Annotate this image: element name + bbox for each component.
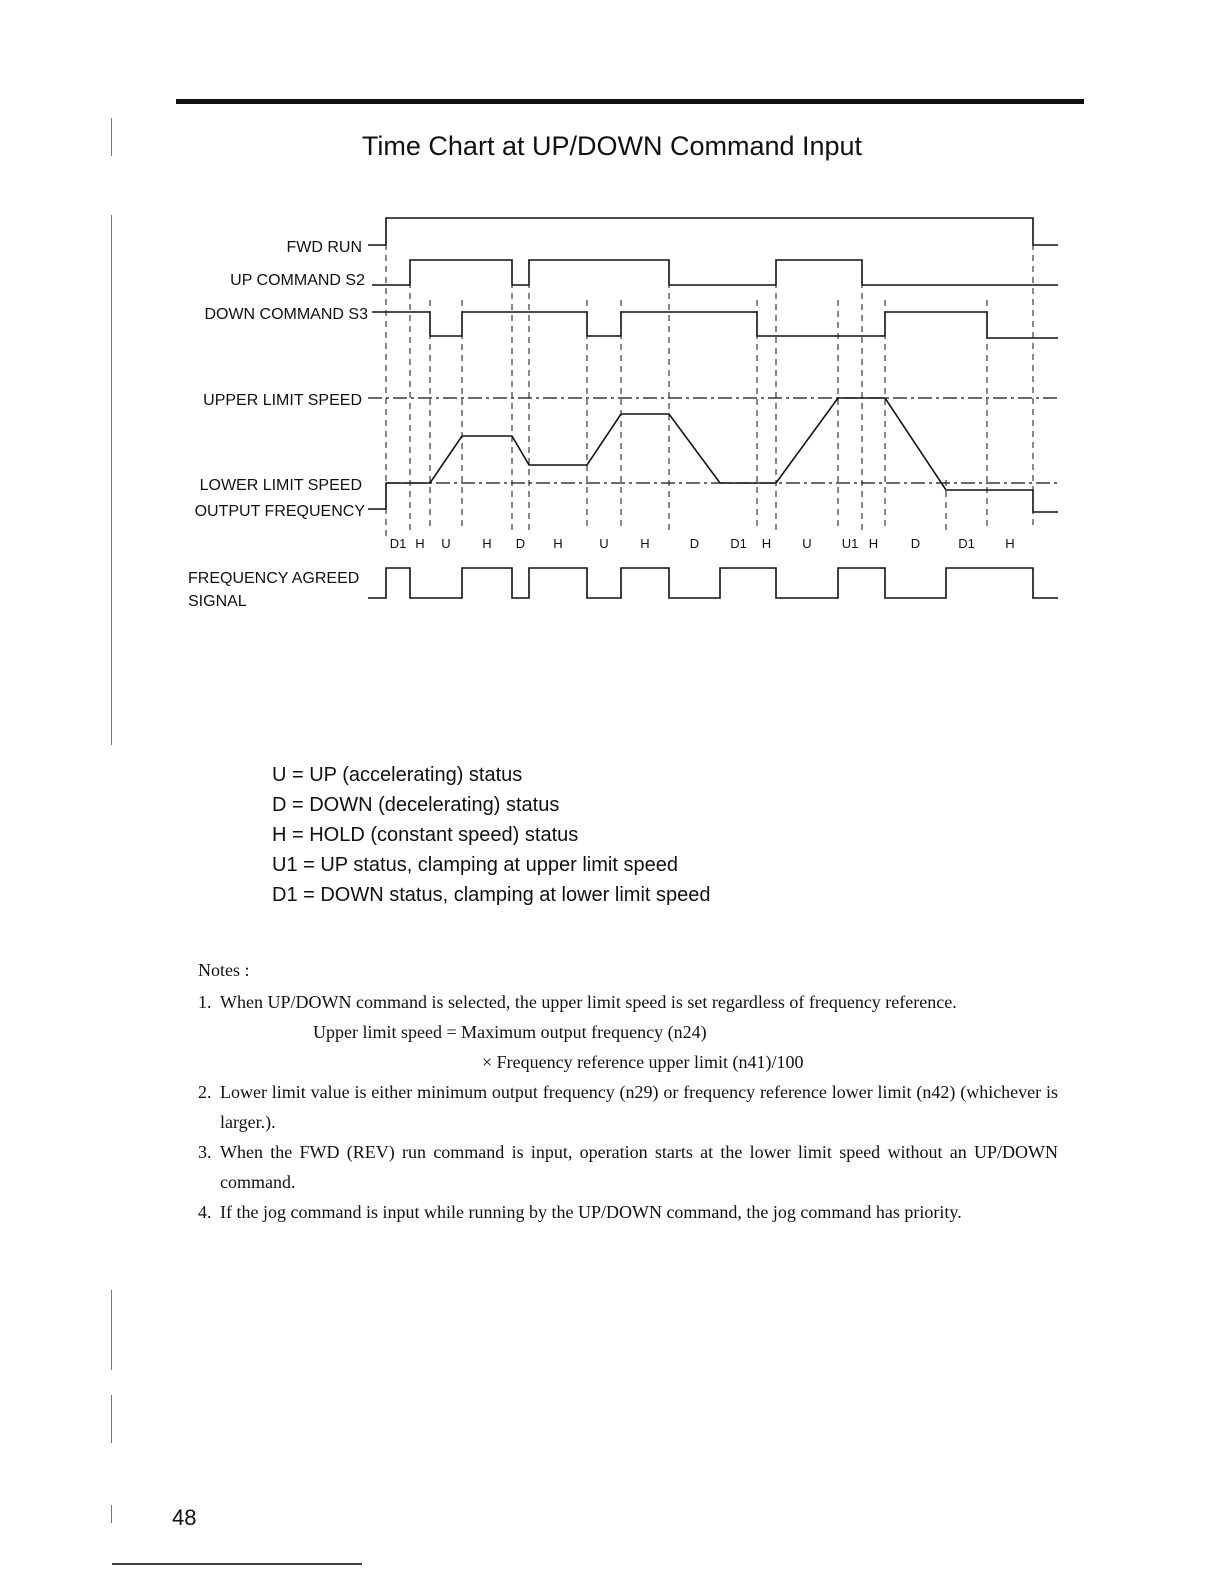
legend-item: D = DOWN (decelerating) status	[272, 794, 560, 816]
note-text: If the jog command is input while running by the UP/DOWN command, the jog command has priority.	[220, 1202, 962, 1222]
legend-item: U1 = UP status, clamping at upper limit speed	[272, 854, 678, 876]
label-freq-agreed-signal: SIGNAL	[188, 593, 247, 610]
top-rule	[176, 99, 1084, 104]
note-number: 4.	[198, 1202, 212, 1222]
segment-label: H	[868, 536, 879, 551]
note-text: When the FWD (REV) run command is input, operation starts at the lower limit speed without an UP/DOWN command.	[220, 1142, 1058, 1192]
note-2	[198, 1077, 1058, 1137]
label-fwd-run: FWD RUN	[286, 239, 362, 256]
notes-heading: Notes :	[198, 960, 250, 980]
margin-mark	[111, 1290, 112, 1370]
note-number: 1.	[198, 992, 212, 1012]
segment-label: H	[482, 536, 492, 551]
label-freq-agreed: FREQUENCY AGREED	[188, 570, 360, 587]
segment-label: D	[689, 536, 700, 551]
segment-label: D	[910, 536, 921, 551]
label-upper-limit: UPPER LIMIT SPEED	[203, 392, 362, 409]
formula-line-1: Upper limit speed = Maximum output frequency (n24)	[313, 1022, 707, 1042]
note-1	[198, 987, 1058, 1017]
legend	[272, 760, 711, 910]
down-command-waveform	[372, 312, 1058, 338]
output-frequency-waveform	[368, 398, 1058, 512]
margin-mark	[111, 118, 112, 156]
note-text: Lower limit value is either minimum output frequency (n29) or frequency reference lower limit (n42) (whichever is larger.).	[220, 1082, 1058, 1132]
formula-line-2: × Frequency reference upper limit (n41)/100	[482, 1052, 804, 1072]
chart-title: Time Chart at UP/DOWN Command Input	[361, 131, 863, 161]
segment-label: D1	[389, 536, 407, 551]
page-number: 48	[172, 1505, 197, 1530]
notes	[198, 955, 1058, 1227]
segment-label: U	[599, 536, 609, 551]
bottom-rule	[112, 1563, 362, 1565]
note-number: 3.	[198, 1142, 212, 1162]
segment-label: H	[415, 536, 425, 551]
legend-item: D1 = DOWN status, clamping at lower limit speed	[272, 884, 711, 906]
freq-agreed-waveform	[368, 568, 1058, 598]
up-command-waveform	[372, 260, 1058, 285]
label-lower-limit: LOWER LIMIT SPEED	[199, 477, 362, 494]
segment-label: H	[1005, 536, 1015, 551]
legend-item: H = HOLD (constant speed) status	[272, 824, 579, 846]
segment-label: D1	[730, 536, 747, 551]
timing-guides	[386, 222, 1033, 540]
segment-label: D1	[958, 536, 975, 551]
segment-label: H	[640, 536, 650, 551]
note-number: 2.	[198, 1082, 212, 1102]
label-output-frequency: OUTPUT FREQUENCY	[194, 503, 365, 520]
margin-mark	[111, 1505, 112, 1523]
segment-label: H	[761, 536, 772, 551]
fwd-run-waveform	[368, 218, 1058, 245]
segment-label: U1	[841, 536, 859, 551]
segment-label: U	[802, 536, 812, 551]
note-4	[198, 1197, 1058, 1227]
segment-label: H	[553, 536, 563, 551]
note-text: When UP/DOWN command is selected, the upper limit speed is set regardless of frequency reference.	[220, 992, 957, 1012]
time-chart	[0, 200, 1224, 630]
label-down-command: DOWN COMMAND S3	[204, 306, 368, 323]
segment-labels	[390, 536, 1015, 551]
label-up-command: UP COMMAND S2	[230, 272, 365, 289]
segment-label: U	[441, 536, 451, 551]
segment-label: D	[515, 536, 526, 551]
margin-mark	[111, 1395, 112, 1443]
legend-item: U = UP (accelerating) status	[272, 764, 523, 786]
note-3	[198, 1137, 1058, 1197]
